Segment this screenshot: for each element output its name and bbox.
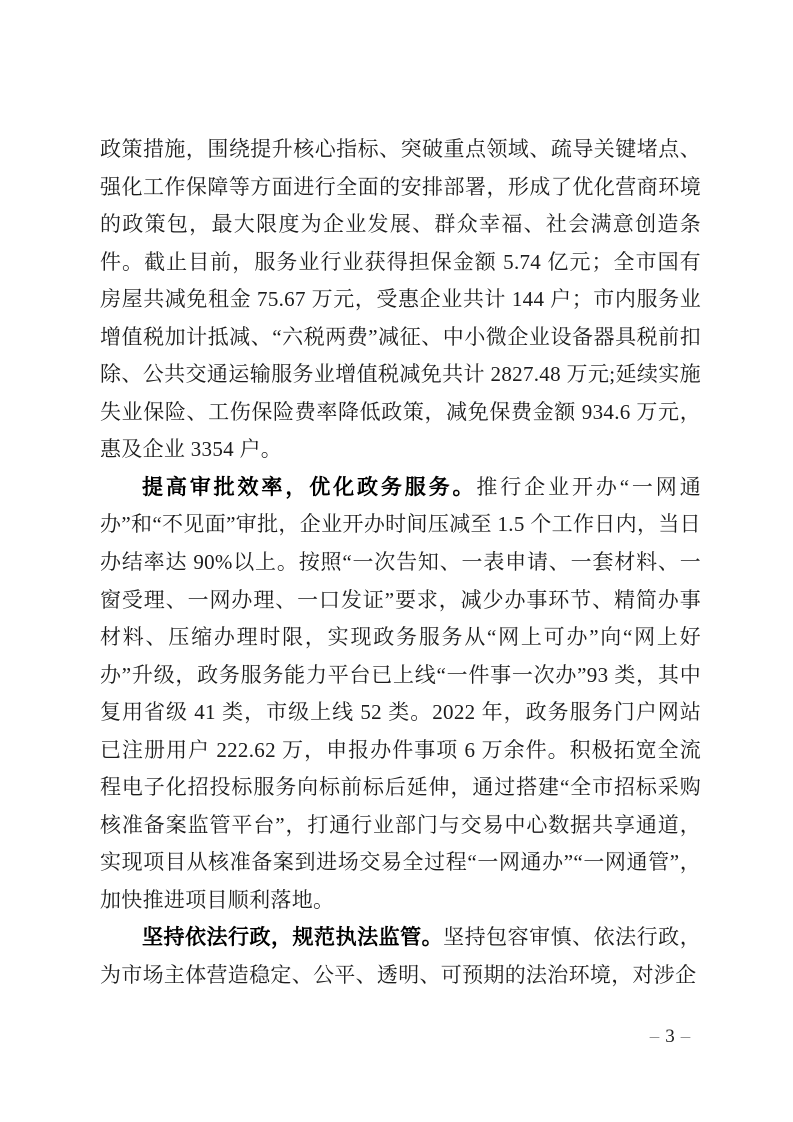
page-number (640, 1026, 700, 1048)
paragraph-heading: 坚持依法行政，规范执法监管。 (142, 926, 444, 950)
paragraph-text: 政策措施，围绕提升核心指标、突破重点领域、疏导关键堵点、强化工作保障等方面进行全面的安排部署，形成了优化营商环境的政策包，最大限度为企业发展、群众幸福、社会满意创造条件。截止目前，服务业行业获得担保金额 5.74 亿元；全市国有房屋共减免租金 75.67 万元，受惠企业共计 144 户；市内服务业增值税加计抵减、“六税两费”减征、中小微企业设备器具税前扣除、公共交通运输服务业增值税减免共计 2827.48 万元;延续实施失业保险、工伤保险费率降低政策，减免保费金额 934.6 万元，惠及企业 3354 户。 (100, 137, 701, 462)
page-number-dash-right: – (680, 1026, 691, 1047)
paragraph-policy-measures (100, 131, 701, 469)
paragraph-heading: 提高审批效率，优化政务服务。 (142, 475, 477, 499)
paragraph-text: 推行企业开办“一网通办”和“不见面”审批，企业开办时间压减至 1.5 个工作日内，当日办结率达 90%以上。按照“一次告知、一表申请、一套材料、一窗受理、一网办理、一口发证”要求，减少办事环节、精简办事材料、压缩办理时限，实现政务服务从“网上可办”向“网上好办”升级，政务服务能力平台已上线“一件事一次办”93 类，其中复用省级 41 类，市级上线 52 类。2022 年，政务服务门户网站已注册用户 222.62 万，申报办件事项 6 万余件。积极拓宽全流程电子化招投标服务向标前标后延伸，通过搭建“全市招标采购核准备案监管平台”，打通行业部门与交易中心数据共享通道，实现项目从核准备案到进场交易全过程“一网通办”“一网通管”，加快推进项目顺利落地。 (100, 474, 701, 912)
paragraph-approval-efficiency (100, 469, 701, 920)
page-number-dash-left: – (649, 1026, 660, 1047)
page-number-value: 3 (665, 1026, 675, 1047)
document-body (100, 131, 701, 995)
paragraph-law-based-administration (100, 919, 701, 994)
paragraph-text: 坚持包容审慎、依法行政，为市场主体营造稳定、公平、透明、可预期的法治环境，对涉企 (100, 925, 701, 988)
